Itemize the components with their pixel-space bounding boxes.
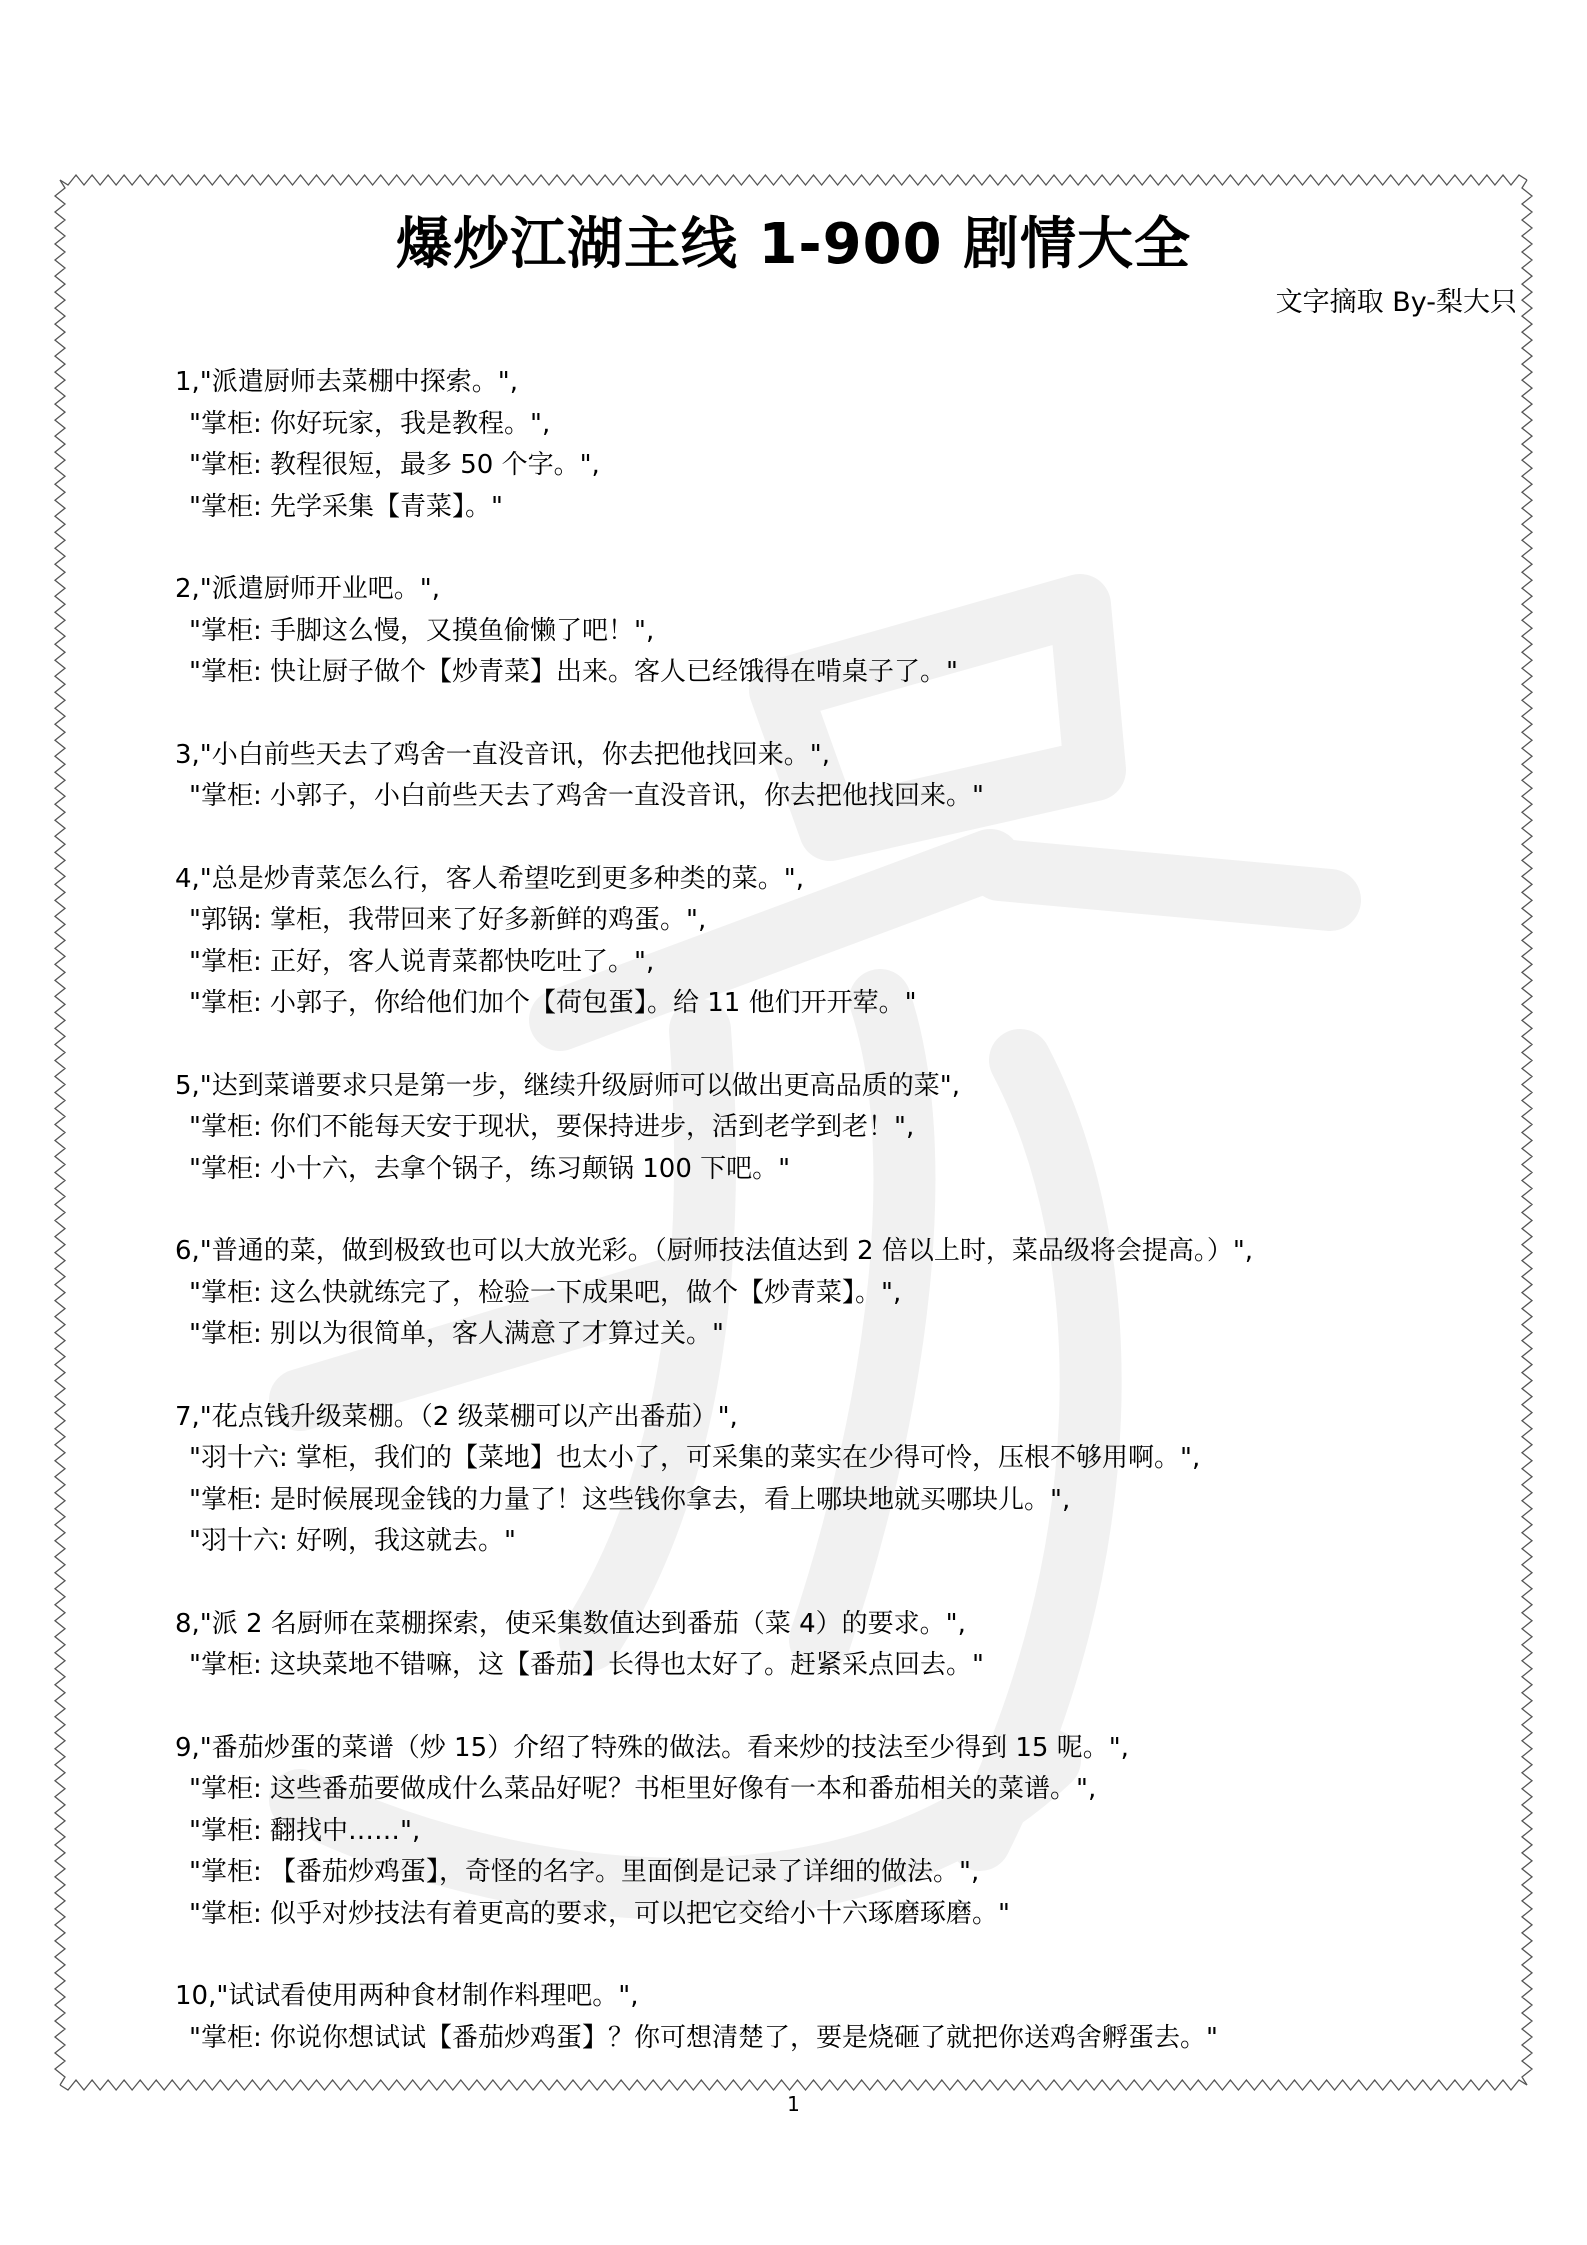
dialogue-line: "掌柜: 快让厨子做个【炒青菜】出来。客人已经饿得在啃桌子了。" [189, 657, 958, 687]
dialogue-entry [175, 1397, 1435, 1563]
dialogue-entry [175, 859, 1435, 1025]
entry-heading-line: 4,"总是炒青菜怎么行，客人希望吃到更多种类的菜。", [175, 863, 804, 894]
entry-heading-line: 6,"普通的菜，做到极致也可以大放光彩。（厨师技法值达到 2 倍以上时，菜品级将会提高。）", [175, 1236, 1254, 1266]
dialogue-line: "掌柜: 【番茄炒鸡蛋】，奇怪的名字。里面倒是记录了详细的做法。", [189, 1857, 980, 1887]
dialogue-line: "羽十六: 掌柜，我们的【菜地】也太小了，可采集的菜实在少得可怜，压根不够用啊。", [189, 1443, 1201, 1473]
dialogue-line: "掌柜: 手脚这么慢，又摸鱼偷懒了吧！", [189, 615, 655, 646]
dialogue-line: "掌柜: 这么快就练完了，检验一下成果吧，做个【炒青菜】。", [189, 1277, 902, 1308]
dialogue-line: "羽十六: 好咧，我这就去。" [189, 1526, 516, 1556]
dialogue-line: "掌柜: 小郭子，小白前些天去了鸡舍一直没音讯，你去把他找回来。" [189, 781, 984, 811]
entry-heading-line: 1,"派遣厨师去菜棚中探索。", [175, 367, 518, 397]
dialogue-line: "掌柜: 这些番茄要做成什么菜品好呢？书柜里好像有一本和番茄相关的菜谱。", [189, 1774, 1097, 1804]
dialogue-entry [175, 1066, 1435, 1191]
dialogue-line: "掌柜: 你好玩家，我是教程。", [189, 408, 551, 439]
dialogue-entry [175, 362, 1435, 528]
dialogue-line: "掌柜: 似乎对炒技法有着更高的要求，可以把它交给小十六琢磨琢磨。" [189, 1898, 1010, 1929]
dialogue-entry [175, 569, 1435, 694]
dialogue-line: "掌柜: 别以为很简单，客人满意了才算过关。" [189, 1319, 724, 1349]
border-edge [60, 175, 1527, 185]
dialogue-line: "掌柜: 小十六，去拿个锅子，练习颠锅 100 下吧。" [189, 1153, 791, 1184]
page-number: 1 [787, 2092, 800, 2116]
border-edge [55, 180, 65, 2085]
dialogue-line: "掌柜: 这块菜地不错嘛，这【番茄】长得也太好了。赶紧采点回去。" [189, 1650, 984, 1680]
entry-heading-line: 7,"花点钱升级菜棚。（2 级菜棚可以产出番茄）", [175, 1401, 738, 1432]
entry-heading-line: 3,"小白前些天去了鸡舍一直没音讯，你去把他找回来。", [175, 739, 830, 770]
dialogue-line: "掌柜: 是时候展现金钱的力量了！这些钱你拿去，看上哪块地就买哪块儿。", [189, 1484, 1071, 1515]
dialogue-line: "郭锅: 掌柜，我带回来了好多新鲜的鸡蛋。", [189, 905, 707, 935]
dialogue-line: "掌柜: 先学采集【青菜】。" [189, 491, 503, 522]
border-edge [1522, 180, 1532, 2085]
page-title: 爆炒江湖主线 1-900 剧情大全 [395, 212, 1192, 277]
dialogue-line: "掌柜: 小郭子，你给他们加个【荷包蛋】。给 11 他们开开荤。" [189, 988, 917, 1018]
dialogue-entry [175, 1976, 1435, 2059]
entry-heading-line: 10,"试试看使用两种食材制作料理吧。", [175, 1981, 639, 2011]
dialogue-entry [175, 1231, 1435, 1356]
dialogue-line: "掌柜: 正好，客人说青菜都快吃吐了。", [189, 946, 655, 977]
entry-heading-line: 8,"派 2 名厨师在菜棚探索，使采集数值达到番茄（菜 4）的要求。", [175, 1608, 966, 1639]
author-credit: 文字摘取 By-梨大只 [1275, 287, 1517, 318]
entry-heading-line: 9,"番茄炒蛋的菜谱（炒 15）介绍了特殊的做法。看来炒的技法至少得到 15 呢。", [175, 1732, 1129, 1763]
dialogue-entry [175, 1728, 1435, 1936]
entry-heading-line: 2,"派遣厨师开业吧。", [175, 574, 440, 604]
dialogue-line: "掌柜: 你说你想试试【番茄炒鸡蛋】？你可想清楚了，要是烧砸了就把你送鸡舍孵蛋去。" [189, 2022, 1218, 2053]
entry-heading-line: 5,"达到菜谱要求只是第一步，继续升级厨师可以做出更高品质的菜", [175, 1070, 960, 1101]
dialogue-entry [175, 1604, 1435, 1687]
dialogue-line: "掌柜: 你们不能每天安于现状，要保持进步，活到老学到老！", [189, 1112, 915, 1142]
dialogue-list [175, 362, 1435, 2100]
dialogue-line: "掌柜: 翻找中……", [189, 1815, 421, 1846]
dialogue-line: "掌柜: 教程很短，最多 50 个字。", [189, 450, 600, 480]
dialogue-entry [175, 735, 1435, 818]
